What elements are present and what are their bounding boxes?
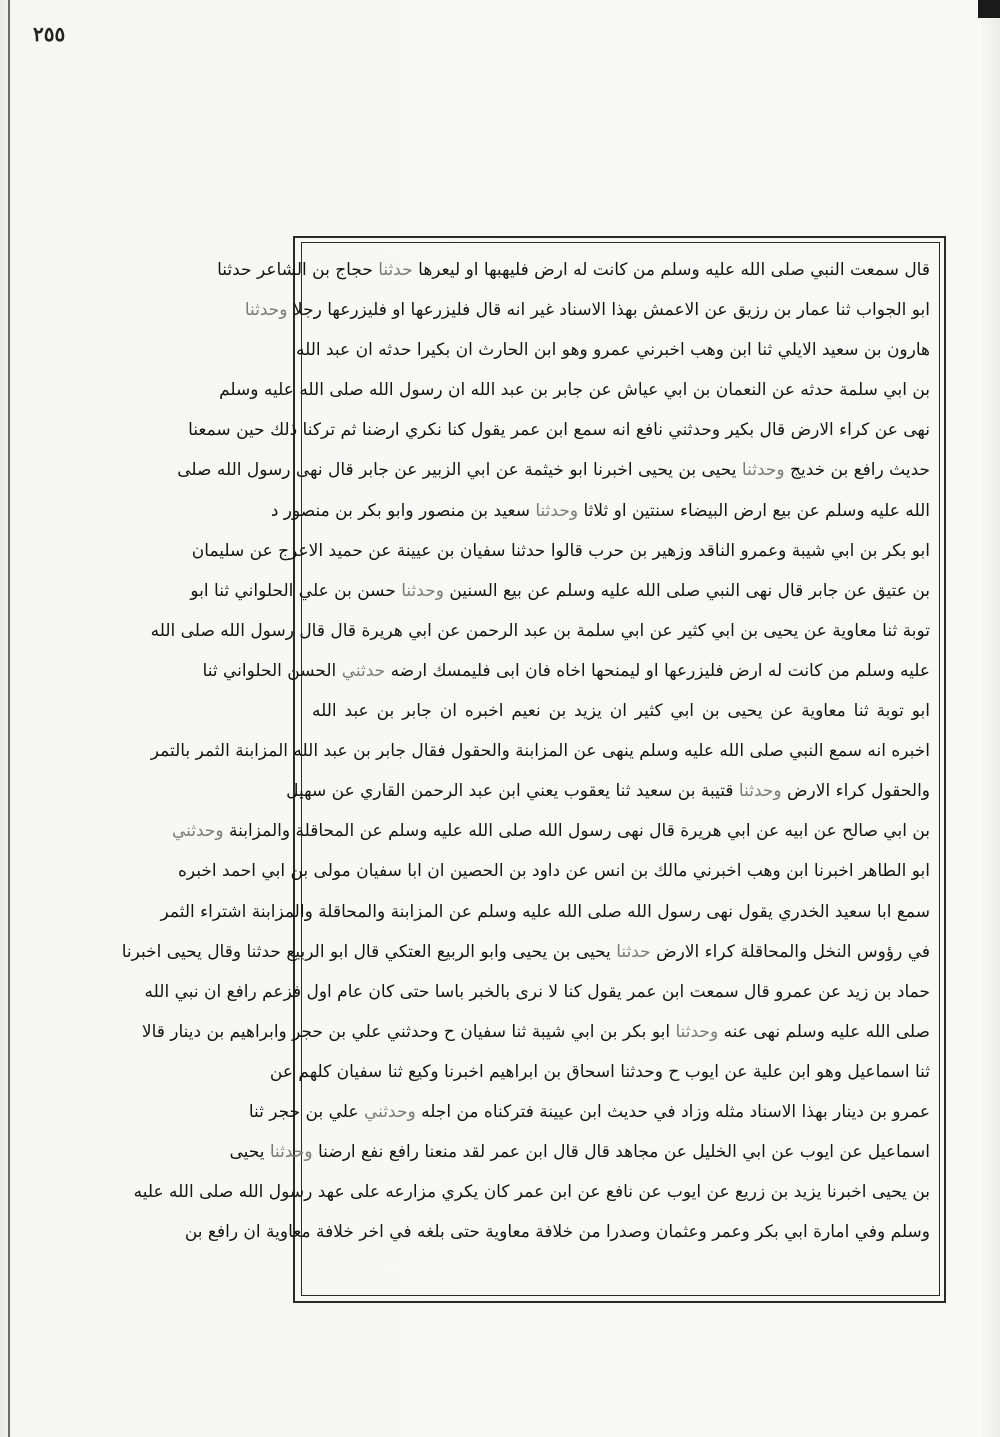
folio-number: ٢٥٥ [33,22,66,46]
line-text: حديث رافع بن خديج [790,460,930,481]
manuscript-line [188,410,930,450]
manuscript-text-block [121,250,930,1292]
line-text: عمرو بن دينار بهذا الاسناد مثله وزاد في حديث ابن عيينة فتركناه من اجله [421,1101,930,1122]
manuscript-line [184,1212,930,1252]
rubric-word: وحدثنا [244,300,288,321]
rubric-word: وحدثنا [535,500,579,521]
line-text: وسلم وفي امارة ابي بكر وعمر وعثمان وصدرا من خلافة معاوية حتى بلغه في اخر خلافة معاوية ان رافع بن [184,1222,930,1243]
line-text: ابو توبة ثنا معاوية عن يحيى بن ابي كثير ان يزيد بن نعيم اخبره ان جابر بن عبد الله [312,701,930,722]
manuscript-line [191,531,930,571]
rubric-word: وحدثنا [401,580,444,601]
manuscript-line [190,571,930,611]
line-text: صلى الله عليه وسلم نهى عنه [723,1021,930,1042]
manuscript-line [150,611,930,651]
rubric-word: وحدثني [363,1101,416,1122]
line-text: اسماعيل عن ايوب عن ابي الخليل عن مجاهد قال قال ابن عمر لقد منعنا رافع نفع ارضنا [317,1142,930,1163]
line-text: توبة ثنا معاوية عن يحيى بن ابي كثير عن ابي سلمة بن عبد الرحمن عن ابي هريرة قال قال رسول الله صلى الله [150,620,930,641]
manuscript-line [141,1012,930,1052]
manuscript-line [286,771,930,811]
line-text: والحقول كراء الارض [787,781,930,802]
line-text: بن ابي سلمة حدثه عن النعمان بن ابي عياش عن جابر بن عبد الله ان رسول الله صلى الله عليه وسلم [219,380,930,401]
rubric-word: حدثني [341,660,386,681]
rubric-word: وحدثنا [269,1142,313,1163]
manuscript-line [171,811,930,851]
manuscript-line [177,851,930,891]
line-text: في رؤوس النخل والمحاقلة كراء الارض [656,941,930,962]
manuscript-line [177,450,930,490]
line-text-continued: الحسن الحلواني ثنا [202,660,337,681]
line-text-continued: يحيى بن يحيى اخبرنا ابو خيثمة عن ابي الزبير عن جابر قال نهى رسول الله صلى [177,460,737,481]
line-text-continued: ابو بكر بن ابي شيبة ثنا سفيان ح وحدثني علي بن حجر وابراهيم بن دينار قالا [141,1021,671,1042]
manuscript-line [248,1092,930,1132]
rubric-word: وحدثنا [738,781,782,802]
manuscript-line [244,290,930,330]
line-text-continued: سعيد بن منصور وابو بكر بن منصور د [270,500,530,521]
manuscript-line [202,651,930,691]
rubric-word: حدثنا [616,941,651,962]
line-text: سمع ابا سعيد الخدري يقول نهى رسول الله صلى الله عليه وسلم عن المزابنة والمحاقلة والمزابنة اشتراء الثمر [160,901,930,922]
line-text: بن ابي صالح عن ابيه عن ابي هريرة قال نهى رسول الله صلى الله عليه وسلم عن المحاقلة والمزابنة [229,821,930,842]
corner-mark [978,0,1000,18]
line-text: ابو الطاهر اخبرنا ابن وهب اخبرني مالك بن انس عن داود بن الحصين ان ابا سفيان مولى بن ابي احمد اخبره [177,861,930,882]
rubric-word: وحدثني [171,821,224,842]
line-text: حماد بن زيد عن عمرو قال سمعت ابن عمر يقول كنا لا نرى بالخبر باسا حتى كان عام اول فزعم رافع ان نبي الله [144,981,930,1002]
line-text: عليه وسلم من كانت له ارض فليزرعها او ليمنحها اخاه فان ابى فليمسك ارضه [390,660,930,681]
binding-gutter-line [8,0,10,1437]
manuscript-line [219,370,930,410]
line-text: بن يحيى اخبرنا يزيد بن زريع عن ايوب عن نافع عن ابن عمر كان يكري مزارعه على عهد رسول الله صلى الله عليه [133,1182,930,1203]
line-text: هارون بن سعيد الايلي ثنا ابن وهب اخبرني عمرو وهو ابن الحارث ان بكيرا حدثه ان عبد الله [295,340,930,361]
rubric-word: وحدثنا [741,460,785,481]
line-text-continued: علي بن حجر ثنا [248,1101,359,1122]
manuscript-line [150,731,930,771]
line-text: ثنا اسماعيل وهو ابن علية عن ايوب ح وحدثنا اسحاق بن ابراهيم اخبرنا وكيع ثنا سفيان كلهم عن [269,1061,930,1082]
manuscript-line [121,932,930,972]
line-text-continued: حجاج بن الشاعر حدثنا [217,260,373,280]
line-text: ابو بكر بن ابي شيبة وعمرو الناقد وزهير بن حرب قالوا حدثنا سفيان بن عيينة عن حميد الاعرج عن سليمان [191,540,930,561]
manuscript-line [217,250,930,290]
line-text-continued: حسن بن علي الحلواني ثنا ابو [190,580,396,601]
line-text: اخبره انه سمع النبي صلى الله عليه وسلم ينهى عن المزابنة والحقول فقال جابر بن عبد الله المزابنة الثمر بالتمر [150,741,930,762]
line-text: بن عتيق عن جابر قال نهى النبي صلى الله عليه وسلم عن بيع السنين [449,580,930,601]
line-text-continued: يحيى [229,1142,265,1163]
line-text-continued: يحيى بن يحيى وابو الربيع العتكي قال ابو الربيع حدثنا وقال يحيى اخبرنا [121,941,611,962]
line-text: نهى عن كراء الارض قال بكير وحدثني نافع انه سمع ابن عمر يقول كنا نكري ارضنا ثم تركنا ذلك حين سمعنا [188,420,930,441]
manuscript-line [270,491,930,531]
rubric-word: حدثنا [378,260,413,280]
manuscript-line [312,691,930,731]
manuscript-line [295,330,930,370]
line-text: قال سمعت النبي صلى الله عليه وسلم من كانت له ارض فليهبها او ليعرها [418,260,930,280]
manuscript-line [160,892,930,932]
manuscript-line [144,972,930,1012]
rubric-word: وحدثنا [675,1021,719,1042]
manuscript-line [229,1132,930,1172]
manuscript-line [269,1052,930,1092]
line-text-continued: قتيبة بن سعيد ثنا يعقوب يعني ابن عبد الرحمن القاري عن سهيل [286,781,734,802]
line-text: الله عليه وسلم عن بيع ارض البيضاء سنتين او ثلاثا [583,500,930,521]
line-text: ابو الجواب ثنا عمار بن رزيق عن الاعمش بهذا الاسناد غير انه قال فليزرعها او فليزرعها رجلا [292,300,930,321]
manuscript-line [133,1172,930,1212]
